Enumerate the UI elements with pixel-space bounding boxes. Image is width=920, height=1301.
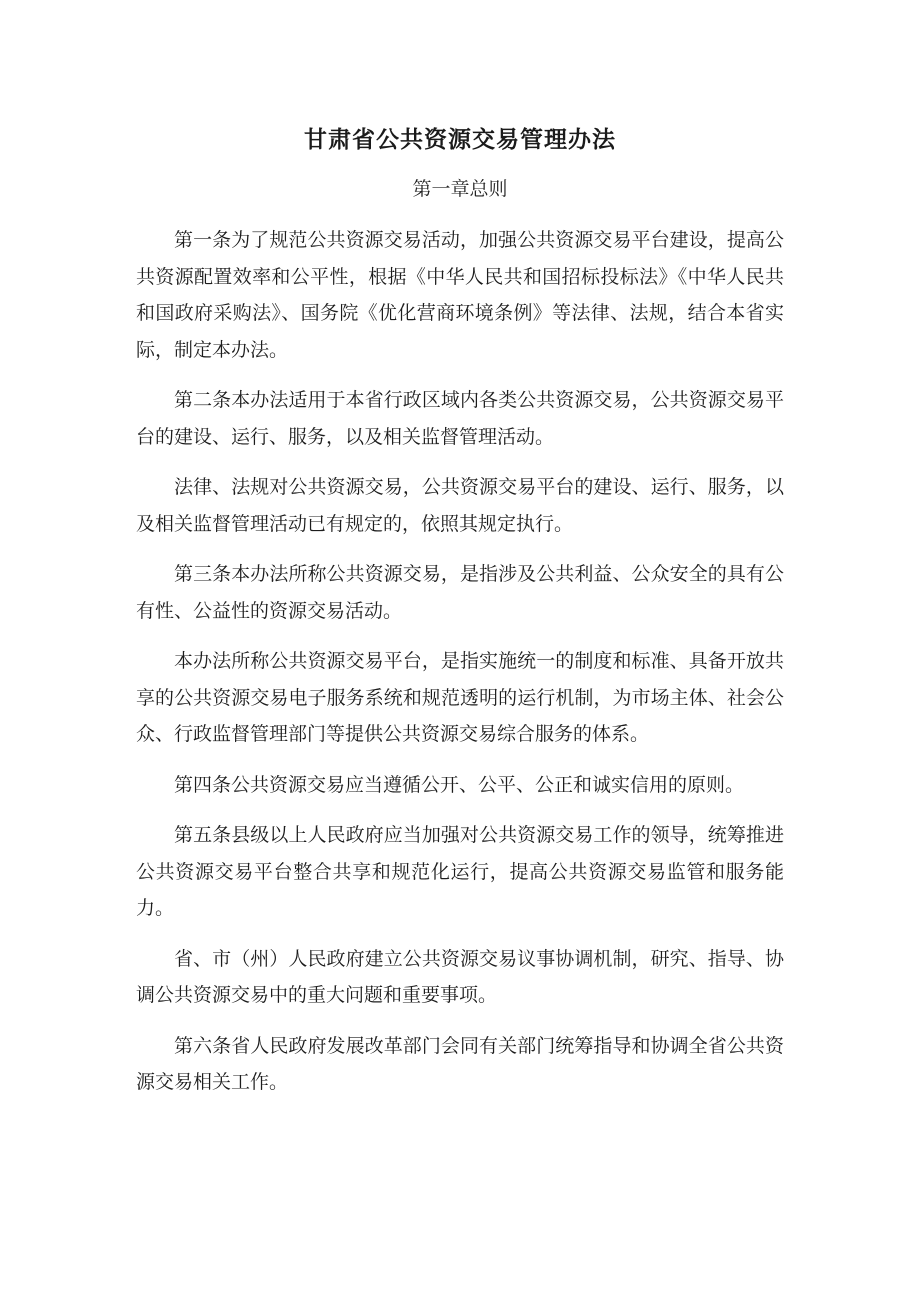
chapter-heading: 第一章总则 <box>412 178 508 200</box>
article-1-paragraph: 第一条为了规范公共资源交易活动，加强公共资源交易平台建设，提高公共资源配置效率和公平性，根据《中华人民共和国招标投标法》《中华人民共和国政府采购法》、国务院《优化营商环境条例》等法律、法规，结合本省实际，制定本办法。 <box>136 229 784 361</box>
article-5-clause-paragraph: 省、市（州）人民政府建立公共资源交易议事协调机制，研究、指导、协调公共资源交易中的重大问题和重要事项。 <box>136 947 784 1006</box>
article-3-paragraph: 第三条本办法所称公共资源交易，是指涉及公共利益、公众安全的具有公有性、公益性的资源交易活动。 <box>136 563 784 622</box>
article-5-paragraph: 第五条县级以上人民政府应当加强对公共资源交易工作的领导，统筹推进公共资源交易平台整合共享和规范化运行，提高公共资源交易监管和服务能力。 <box>136 824 784 919</box>
article-3-clause-paragraph: 本办法所称公共资源交易平台，是指实施统一的制度和标准、具备开放共享的公共资源交易电子服务系统和规范透明的运行机制，为市场主体、社会公众、行政监督管理部门等提供公共资源交易综合服务的体系。 <box>136 650 784 745</box>
article-6-paragraph: 第六条省人民政府发展改革部门会同有关部门统筹指导和协调全省公共资源交易相关工作。 <box>136 1034 784 1093</box>
document-body <box>136 222 784 1101</box>
article-2-clause-paragraph: 法律、法规对公共资源交易，公共资源交易平台的建设、运行、服务，以及相关监督管理活动已有规定的，依照其规定执行。 <box>136 476 784 535</box>
article-4-paragraph: 第四条公共资源交易应当遵循公开、公平、公正和诚实信用的原则。 <box>174 773 745 796</box>
article-2-paragraph: 第二条本办法适用于本省行政区域内各类公共资源交易，公共资源交易平台的建设、运行、服务，以及相关监督管理活动。 <box>136 389 784 448</box>
document-title: 甘肃省公共资源交易管理办法 <box>304 127 616 153</box>
